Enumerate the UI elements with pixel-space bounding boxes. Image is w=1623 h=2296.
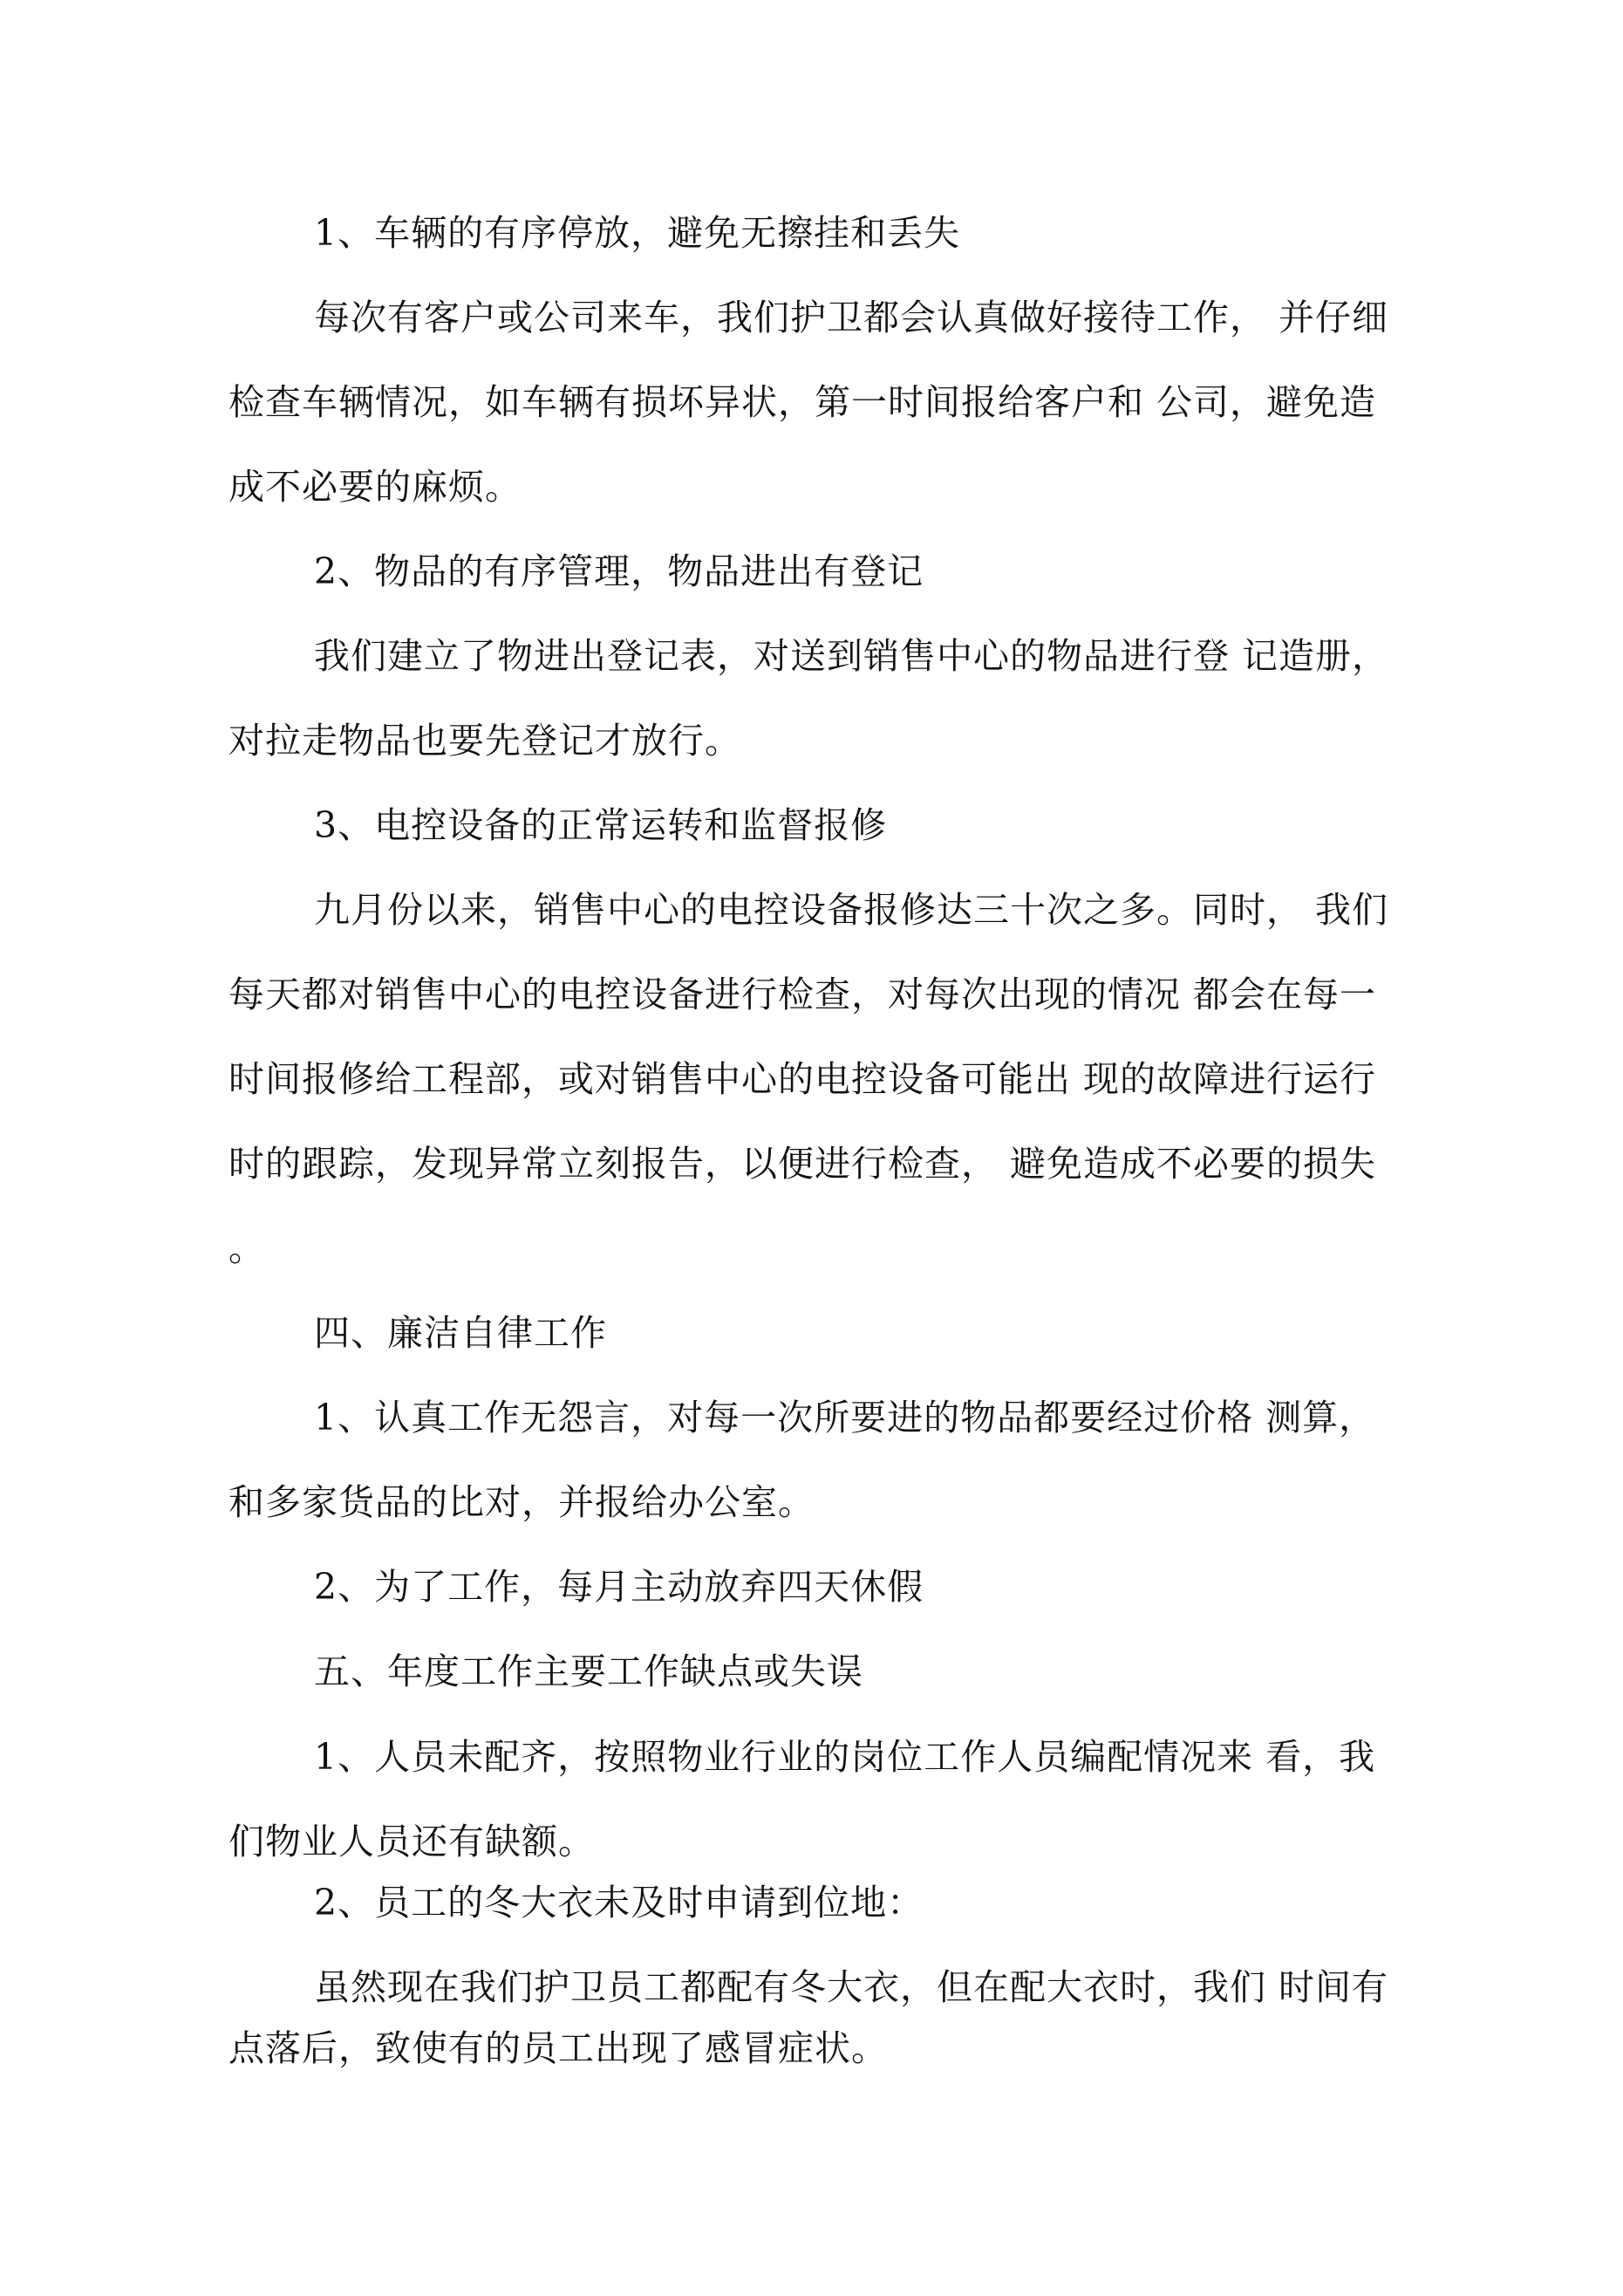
text-line: 1、认真工作无怨言，对每一次所要进的物品都要经过价格 测算， (314, 1397, 1376, 1438)
text-line: 每次有客户或公司来车，我们护卫都会认真做好接待工作， 并仔细 (314, 297, 1389, 338)
text-line: 和多家货品的比对，并报给办公室。 (228, 1481, 815, 1523)
paragraph-equipment-repair (228, 868, 1416, 1291)
paragraph-heading-1 (228, 191, 1416, 276)
section-heading-4 (228, 1291, 1416, 1376)
text-line: 3、电控设备的正常运转和监督报修 (314, 804, 888, 846)
text-line: 2、为了工作，每月主动放弃四天休假 (314, 1566, 924, 1608)
paragraph-coat-heading (228, 1861, 1416, 1945)
text-line: 检查车辆情况，如车辆有损坏异状，第一时间报给客户和 公司，避免造 (228, 381, 1377, 423)
paragraph-vehicle-reception (228, 276, 1416, 530)
section-heading-5 (228, 1630, 1416, 1714)
paragraph-heading-2 (228, 530, 1416, 614)
text-line: 时间报修给工程部，或对销售中心的电控设备可能出 现的故障进行运行 (228, 1058, 1377, 1100)
text-line: 九月份以来，销售中心的电控设备报修达三十次之多。同时， 我们 (314, 889, 1389, 931)
text-line: 时的跟踪，发现异常立刻报告，以便进行检查， 避免造成不必要的损失 (228, 1143, 1377, 1185)
text-line: 四、廉洁自律工作 (314, 1312, 607, 1354)
paragraph-heading-3 (228, 783, 1416, 868)
text-line: 们物业人员还有缺额。 (228, 1821, 595, 1862)
text-line: 我们建立了物进出登记表，对送到销售中心的物品进行登 记造册， (314, 635, 1389, 677)
paragraph-coat-detail (228, 1945, 1416, 2091)
text-line: 成不必要的麻烦。 (228, 466, 522, 508)
text-line: 点落后，致使有的员工出现了感冒症状。 (228, 2027, 888, 2069)
text-line: 1、车辆的有序停放，避免无擦挂和丢失 (314, 212, 961, 254)
text-line: 五、年度工作主要工作缺点或失误 (314, 1650, 863, 1692)
text-line: 每天都对销售中心的电控设备进行检查，对每次出现的情况 都会在每一 (228, 974, 1377, 1015)
text-line: 对拉走物品也要先登记才放行。 (228, 720, 741, 762)
text-line: 。 (228, 1227, 265, 1269)
text-line: 虽然现在我们护卫员工都配有冬大衣，但在配大衣时，我们 时间有 (314, 1966, 1389, 2008)
paragraph-price-check (228, 1376, 1416, 1545)
text-line: 2、物品的有序管理，物品进出有登记 (314, 550, 924, 592)
paragraph-item-register (228, 614, 1416, 783)
text-line: 1、人员未配齐，按照物业行业的岗位工作人员编配情况来 看，我 (314, 1736, 1376, 1778)
paragraph-staffing (228, 1715, 1416, 1884)
text-line: 2、员工的冬大衣未及时申请到位地： (314, 1882, 924, 1924)
paragraph-holiday (228, 1545, 1416, 1630)
